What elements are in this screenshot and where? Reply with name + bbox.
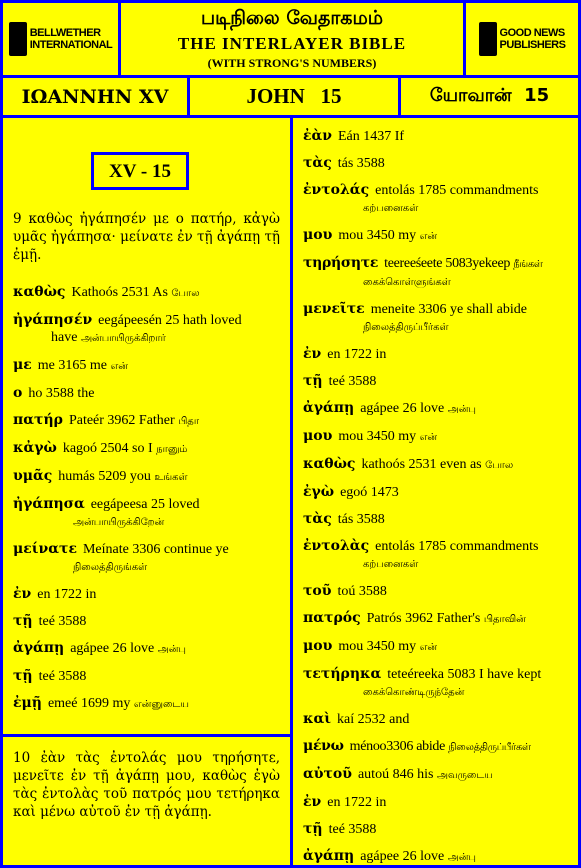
word-entry <box>303 538 568 573</box>
transliteration: teé 3588 <box>328 374 377 389</box>
word-line <box>303 638 568 656</box>
word-line <box>13 312 280 329</box>
greek-word: ἀγάπῃ <box>13 640 65 656</box>
tamil-book-text: யோவான் 15 <box>429 85 550 106</box>
tamil-gloss: கைக்கொள்ளுங்கள் <box>363 277 451 288</box>
greek-word: τῇ <box>303 821 323 837</box>
word-line <box>13 586 280 603</box>
greek-word: μενεῖτε <box>303 301 365 317</box>
tamil-gloss: போல <box>485 460 514 471</box>
transliteration: mou 3450 my <box>338 639 417 654</box>
greek-word: υμᾶς <box>13 468 53 484</box>
word-line <box>13 668 280 685</box>
word-entry <box>13 385 280 402</box>
verse-10-box <box>0 734 293 868</box>
greek-word: ο <box>13 385 23 401</box>
word-entry <box>13 468 280 486</box>
word-line <box>303 821 568 838</box>
word-entry <box>303 821 568 838</box>
greek-word: μου <box>303 638 333 654</box>
greek-word: καθὼς <box>303 456 356 472</box>
transliteration: Meínate 3306 continue ye <box>82 542 229 557</box>
greek-word: ἐν <box>303 794 322 810</box>
word-entry <box>303 766 568 784</box>
word-line <box>303 346 568 363</box>
greek-word: ἀγάπῃ <box>303 400 355 416</box>
tamil-gloss: அவருடைய <box>436 770 493 781</box>
word-entry <box>303 794 568 811</box>
tamil-gloss: போல <box>171 288 200 299</box>
tamil-gloss: நீங்கள் <box>513 259 543 270</box>
word-entry <box>13 613 280 630</box>
transliteration: entolás 1785 commandments <box>375 539 539 554</box>
gloss-line <box>303 318 568 336</box>
word-line <box>303 301 568 318</box>
greek-word: πατρός <box>303 610 361 626</box>
word-entry <box>13 640 280 658</box>
transliteration: me 3165 me <box>37 358 107 373</box>
greek-word: ἠγάπησα <box>13 496 85 512</box>
transliteration: autoú 846 his <box>357 767 434 782</box>
word-entry <box>13 668 280 685</box>
greek-word: τῇ <box>13 613 33 629</box>
transliteration: en 1722 in <box>327 795 387 810</box>
transliteration: agápee 26 love <box>360 849 445 864</box>
greek-word: με <box>13 357 32 373</box>
greek-word: καθὼς <box>13 284 66 300</box>
word-line <box>13 468 280 486</box>
word-entry <box>303 638 568 656</box>
word-entry <box>303 400 568 418</box>
tamil-gloss: நிலைத்திருப்பீர்கள் <box>363 322 449 333</box>
shepherd-emblem-icon <box>479 22 497 56</box>
title-box <box>118 0 466 78</box>
transliteration: Pateér 3962 Father <box>68 413 175 428</box>
word-entry <box>13 541 280 576</box>
word-entry <box>13 312 280 347</box>
greek-word: ἐντολὰς <box>303 538 370 554</box>
word-entry <box>303 456 568 474</box>
word-entry <box>303 848 568 866</box>
transliteration: meneite 3306 ye shall abide <box>370 302 527 317</box>
transliteration: emeé 1699 my <box>47 696 131 711</box>
transliteration: toú 3588 <box>337 584 387 599</box>
left-column <box>0 115 293 737</box>
word-line <box>303 128 568 145</box>
greek-word: τῇ <box>303 373 323 389</box>
left-logo-line1: BELLWETHER <box>29 27 101 39</box>
tamil-gloss: அன்பாயிருக்கிறேன் <box>73 517 165 528</box>
word-line <box>303 511 568 528</box>
word-line <box>13 440 280 458</box>
greek-word: ἐν <box>303 346 322 362</box>
word-line <box>13 496 280 513</box>
gloss-line <box>303 199 568 217</box>
word-entry <box>303 346 568 363</box>
gloss-english: have <box>51 330 81 345</box>
good-news-logo <box>479 22 566 56</box>
word-entry <box>303 428 568 446</box>
word-line <box>303 738 568 756</box>
right-word-list <box>303 128 568 866</box>
word-entry <box>13 695 280 713</box>
right-logo-line2: PUBLISHERS <box>499 39 566 51</box>
word-line <box>303 848 568 866</box>
greek-word: αὐτοῦ <box>303 766 352 782</box>
tamil-gloss: உங்கள் <box>154 472 188 483</box>
greek-word: μου <box>303 227 333 243</box>
word-entry <box>303 711 568 728</box>
word-line <box>13 284 280 302</box>
tamil-gloss: பிதாவின் <box>483 614 526 625</box>
english-book-label <box>187 75 401 118</box>
greek-word: μου <box>303 428 333 444</box>
transliteration: ho 3588 the <box>28 386 95 401</box>
greek-word: τηρήσητε <box>303 255 379 271</box>
word-line <box>13 385 280 402</box>
tamil-gloss: என் <box>419 642 438 653</box>
word-line <box>303 255 568 273</box>
word-line <box>303 400 568 418</box>
right-logo-line1: GOOD NEWS <box>499 27 565 39</box>
word-line <box>13 412 280 430</box>
word-entry <box>303 511 568 528</box>
transliteration: teé 3588 <box>328 822 377 837</box>
word-line <box>13 541 280 558</box>
left-word-list <box>13 284 280 713</box>
greek-word: τοῦ <box>303 583 332 599</box>
transliteration: teé 3588 <box>38 614 87 629</box>
word-line <box>303 484 568 501</box>
word-entry <box>303 373 568 390</box>
tamil-gloss: நானும் <box>156 444 188 455</box>
greek-word: τῇ <box>13 668 33 684</box>
greek-word: τὰς <box>303 511 332 527</box>
page-subtitle: (WITH STRONG'S NUMBERS) <box>207 56 377 70</box>
greek-word: μένω <box>303 738 344 754</box>
greek-word: ἐν <box>13 586 32 602</box>
verse-10-text: 10 ἐὰν τὰς ἐντολάς μου τηρήσητε, μενεῖτε ἐν τῇ ἀγάπῃ μου, καθὼς ἐγὼ τὰς ἐντολὰς τοῦ πατρός μου τετήρηκα καὶ μένω αὐτοῦ ἐν τῇ ἀγάπῃ. <box>13 750 280 820</box>
word-line <box>303 182 568 199</box>
tamil-gloss: கைக்கொண்டிருந்தேன் <box>363 687 465 698</box>
transliteration: kaí 2532 and <box>337 712 410 727</box>
word-entry <box>303 255 568 291</box>
transliteration: Eán 1437 If <box>338 129 405 144</box>
tamil-gloss: என்னுடைய <box>133 699 189 710</box>
word-line <box>13 640 280 658</box>
tamil-gloss: அன்பு <box>157 644 186 655</box>
sheep-emblem-icon <box>9 22 27 56</box>
tamil-gloss: நிலைத்திருப்பீர்கள் <box>448 742 531 753</box>
transliteration: Patrós 3962 Father's <box>366 611 481 626</box>
word-line <box>13 695 280 713</box>
gloss-line <box>13 558 280 576</box>
tamil-gloss: அன்பு <box>447 404 476 415</box>
page-title: THE INTERLAYER BIBLE <box>177 34 407 53</box>
tamil-gloss: பிதா <box>178 416 200 427</box>
greek-word: μείνατε <box>13 541 77 557</box>
verse-9-text: 9 καθὼς ἠγάπησέν με ο πατήρ, κἀγὼ υμᾶς ἠγάπησα· μείνατε ἐν τῇ ἀγάπῃ τῇ ἐμῇ. <box>13 211 280 263</box>
word-line <box>303 711 568 728</box>
word-line <box>303 766 568 784</box>
word-entry <box>303 738 568 756</box>
transliteration: en 1722 in <box>327 347 387 362</box>
right-logo-box <box>463 0 581 78</box>
transliteration: kagoó 2504 so I <box>62 441 153 456</box>
title-tamil: படிநிலை வேதாகமம் <box>200 7 384 29</box>
word-line <box>303 794 568 811</box>
tamil-gloss: கற்பனைகள் <box>363 203 419 214</box>
word-entry <box>13 440 280 458</box>
greek-word: ἐγὼ <box>303 484 335 500</box>
tamil-gloss: அன்பு <box>447 852 476 863</box>
gloss-line <box>303 273 568 291</box>
transliteration: humás 5209 you <box>58 469 151 484</box>
bellwether-logo <box>9 22 113 56</box>
greek-word: κἀγὼ <box>13 440 57 456</box>
word-entry <box>303 583 568 600</box>
greek-word: ἀγάπῃ <box>303 848 355 864</box>
greek-word: ἐμῇ <box>13 695 42 711</box>
transliteration: agápee 26 love <box>360 401 445 416</box>
word-entry <box>303 484 568 501</box>
tamil-gloss: என் <box>419 432 438 443</box>
word-line <box>303 227 568 245</box>
word-entry <box>303 227 568 245</box>
greek-word: ἐντολάς <box>303 182 370 198</box>
tamil-gloss: அன்பாயிருக்கிறார் <box>80 333 166 344</box>
gloss-line <box>303 683 568 701</box>
transliteration: tás 3588 <box>337 512 385 527</box>
greek-book-text: IΩANNHN XV <box>21 85 169 108</box>
gloss-line <box>13 513 280 531</box>
transliteration: en 1722 in <box>37 587 97 602</box>
transliteration: agápee 26 love <box>70 641 155 656</box>
greek-book-label <box>0 75 190 118</box>
word-line <box>303 428 568 446</box>
word-entry <box>303 155 568 172</box>
word-line <box>303 610 568 628</box>
greek-word: τὰς <box>303 155 332 171</box>
tamil-gloss: என் <box>110 361 128 372</box>
greek-word: ἐὰν <box>303 128 332 144</box>
greek-word: ἠγάπησέν <box>13 312 93 328</box>
transliteration: tás 3588 <box>337 156 385 171</box>
tamil-gloss: கற்பனைகள் <box>363 559 419 570</box>
word-line <box>303 155 568 172</box>
transliteration: mou 3450 my <box>338 429 417 444</box>
word-entry <box>13 496 280 531</box>
word-line <box>303 666 568 683</box>
word-entry <box>13 284 280 302</box>
word-line <box>303 456 568 474</box>
transliteration: Kathoós 2531 As <box>71 285 168 300</box>
left-logo-line2: INTERNATIONAL <box>29 39 113 51</box>
word-line <box>303 538 568 555</box>
transliteration: mou 3450 my <box>338 228 417 243</box>
word-line <box>303 373 568 390</box>
tamil-gloss: நிலைத்திருங்கள் <box>73 562 148 573</box>
word-entry <box>303 610 568 628</box>
english-book-text: JOHN 15 <box>246 84 342 108</box>
left-logo-box <box>0 0 121 78</box>
gloss-line <box>303 555 568 573</box>
transliteration: egoó 1473 <box>340 485 399 500</box>
transliteration: teteéreeka 5083 I have kept <box>387 667 542 682</box>
word-line <box>13 613 280 630</box>
transliteration: eegápeesa 25 loved <box>90 497 200 512</box>
word-entry <box>13 357 280 375</box>
tamil-book-label <box>398 75 581 118</box>
word-entry <box>303 666 568 701</box>
transliteration: teé 3588 <box>38 669 87 684</box>
word-entry <box>13 412 280 430</box>
chapter-label: XV - 15 <box>91 152 189 190</box>
greek-word: πατήρ <box>13 412 63 428</box>
greek-word: τετήρηκα <box>303 666 382 682</box>
word-entry <box>303 128 568 145</box>
transliteration: eegápeesén 25 hath loved <box>98 313 242 328</box>
word-line <box>13 357 280 375</box>
tamil-gloss: என் <box>419 231 438 242</box>
word-entry <box>303 301 568 336</box>
transliteration: kathoós 2531 even as <box>361 457 482 472</box>
word-line <box>303 583 568 600</box>
transliteration: teereeśeete 5083yekeep <box>384 256 511 271</box>
transliteration: entolás 1785 commandments <box>375 183 539 198</box>
word-entry <box>303 182 568 217</box>
greek-word: καὶ <box>303 711 332 727</box>
gloss-line <box>13 329 280 347</box>
right-column <box>290 115 581 868</box>
transliteration: ménoo3306 abide <box>349 739 446 754</box>
word-entry <box>13 586 280 603</box>
